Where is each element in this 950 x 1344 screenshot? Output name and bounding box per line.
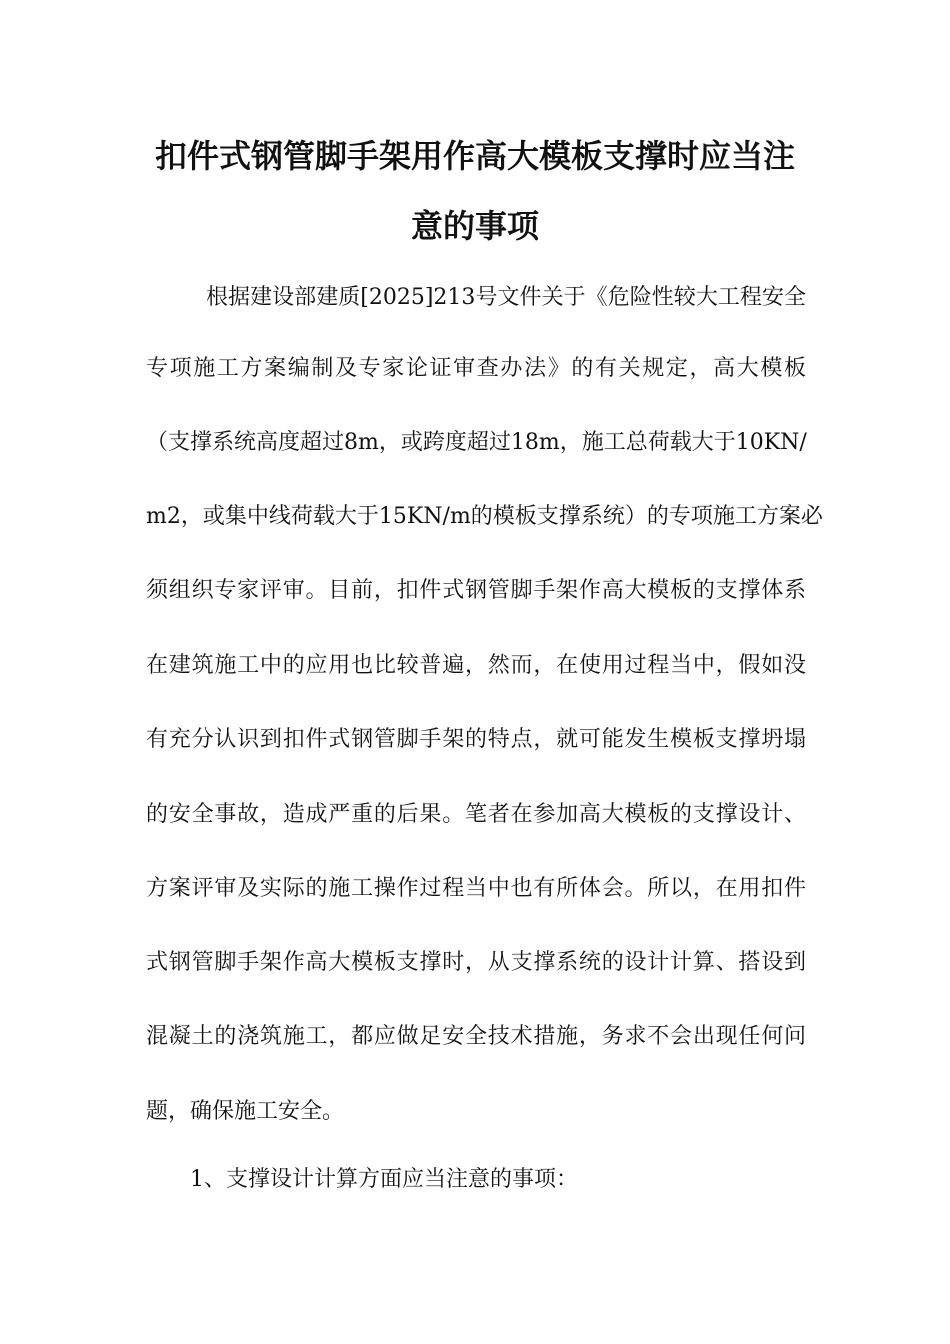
paragraph-line-9: 方案评审及实际的施工操作过程当中也有所体会。所以，在用扣件	[146, 876, 806, 901]
document-title-line-2: 意的事项	[410, 207, 539, 245]
paragraph-line-7: 有充分认识到扣件式钢管脚手架的特点，就可能发生模板支撑坍塌	[146, 727, 806, 752]
paragraph-line-12: 题，确保施工安全。	[146, 1099, 345, 1124]
paragraph-line-3: （支撑系统高度超过8m，或跨度超过18m，施工总荷载大于10KN/	[146, 430, 807, 455]
paragraph-line-10: 式钢管脚手架作高大模板支撑时，从支撑系统的设计计算、搭设到	[146, 950, 806, 975]
paragraph-line-8: 的安全事故，造成严重的后果。笔者在参加高大模板的支撑设计、	[146, 802, 806, 827]
section-heading: 1、支撑设计计算方面应当注意的事项：	[190, 1167, 578, 1192]
document-title-line-1: 扣件式钢管脚手架用作高大模板支撑时应当注	[154, 137, 795, 175]
paragraph-line-2: 专项施工方案编制及专家论证审查办法》的有关规定，高大模板	[146, 356, 806, 381]
paragraph-line-5: 须组织专家评审。目前，扣件式钢管脚手架作高大模板的支撑体系	[146, 578, 806, 603]
paragraph-line-11: 混凝土的浇筑施工，都应做足安全技术措施，务求不会出现任何问	[146, 1024, 806, 1049]
paragraph-line-4: m2，或集中线荷载大于15KN/m的模板支撑系统）的专项施工方案必	[146, 504, 823, 529]
paragraph-line-6: 在建筑施工中的应用也比较普遍，然而，在使用过程当中，假如没	[146, 653, 806, 678]
paragraph-line-1: 根据建设部建质[2025]213号文件关于《危险性较大工程安全	[206, 285, 806, 310]
